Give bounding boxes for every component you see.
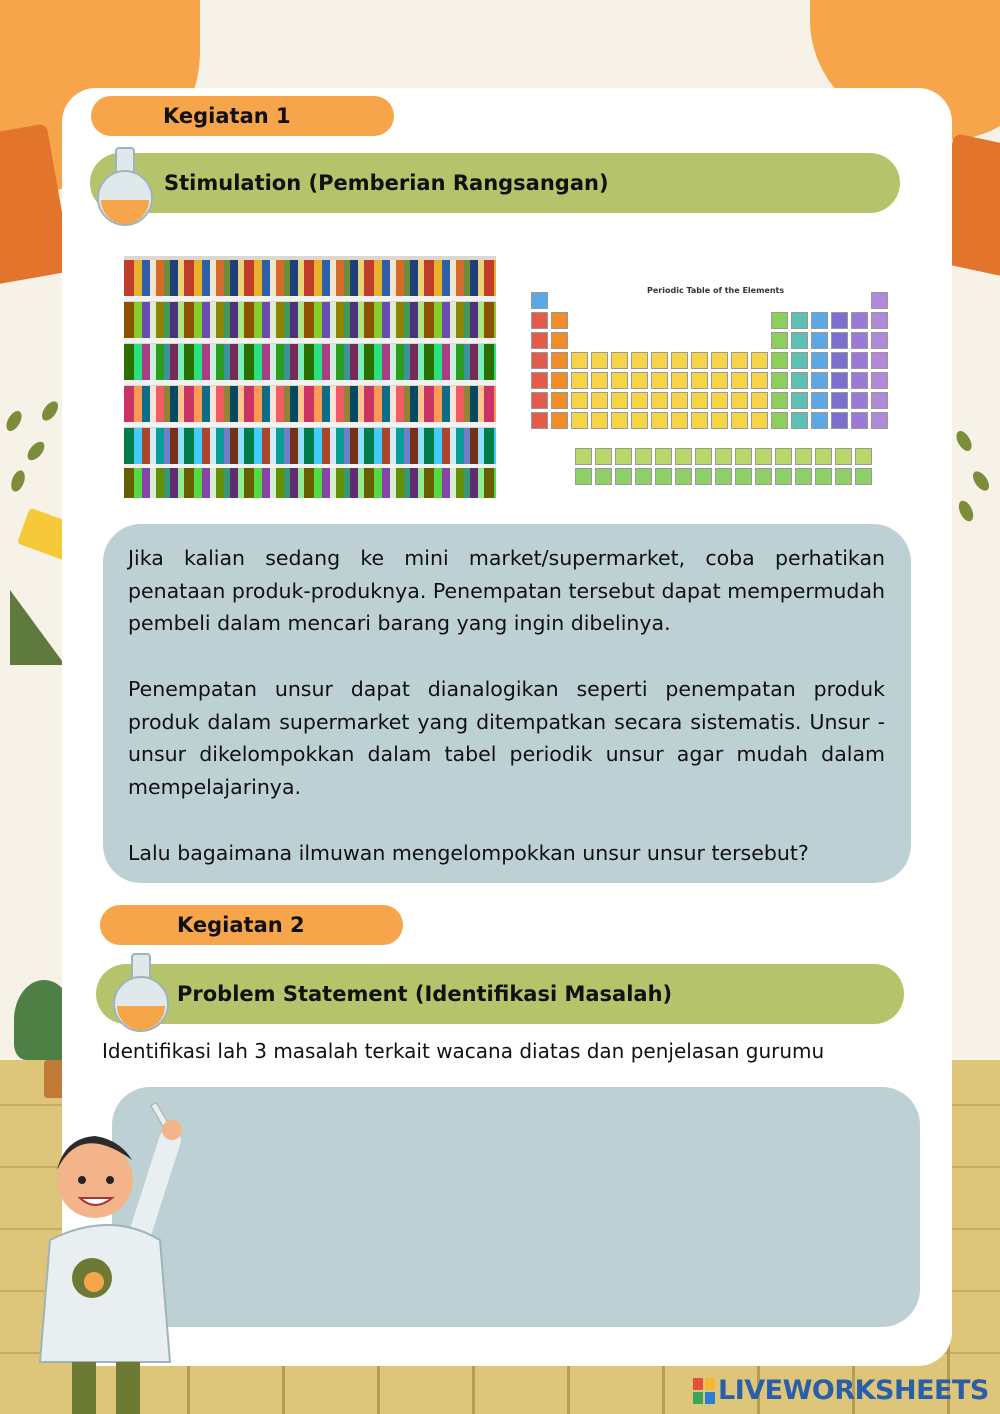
periodic-table-cell (771, 392, 788, 409)
periodic-table-cell (651, 372, 668, 389)
periodic-table-cell (735, 468, 752, 485)
periodic-table-cell (771, 372, 788, 389)
periodic-table-cell (531, 292, 548, 309)
leaf-decoration (24, 439, 47, 464)
periodic-table-cell (751, 352, 768, 369)
periodic-table-cell (531, 412, 548, 429)
periodic-table-cell (835, 468, 852, 485)
periodic-table-cell (771, 312, 788, 329)
periodic-table-cell (531, 392, 548, 409)
periodic-table-cell (711, 352, 728, 369)
periodic-table-cell (591, 372, 608, 389)
periodic-table-cell (815, 468, 832, 485)
periodic-table-cell (731, 352, 748, 369)
periodic-table-cell (711, 372, 728, 389)
periodic-table-cell (791, 372, 808, 389)
periodic-table-cell (791, 352, 808, 369)
periodic-table-cell (571, 372, 588, 389)
periodic-table-cell (711, 392, 728, 409)
periodic-table-cell (811, 392, 828, 409)
supermarket-shelves-image (124, 256, 496, 498)
periodic-table-cell (771, 412, 788, 429)
activity-2-phase-title: Problem Statement (Identifikasi Masalah) (177, 982, 673, 1006)
leaf-decoration (39, 399, 61, 424)
periodic-table-cell (851, 312, 868, 329)
periodic-table-cell (551, 352, 568, 369)
periodic-table-cell (675, 468, 692, 485)
periodic-table-cell (731, 412, 748, 429)
periodic-table-cell (571, 412, 588, 429)
periodic-table-title: Periodic Table of the Elements (647, 286, 785, 295)
periodic-table-cell (671, 372, 688, 389)
periodic-table-cell (611, 372, 628, 389)
periodic-table-cell (631, 392, 648, 409)
liveworksheets-logo (693, 1375, 989, 1406)
periodic-table-cell (831, 372, 848, 389)
periodic-table-cell (671, 392, 688, 409)
leaf-decoration (956, 498, 976, 523)
periodic-table-cell (851, 392, 868, 409)
activity-2-instruction: Identifikasi lah 3 masalah terkait wacana diatas dan penjelasan gurumu (102, 1039, 825, 1063)
periodic-table-cell (631, 412, 648, 429)
periodic-table-cell (791, 392, 808, 409)
periodic-table-cell (771, 352, 788, 369)
periodic-table-cell (591, 352, 608, 369)
periodic-table-cell (851, 372, 868, 389)
periodic-table-cell (871, 312, 888, 329)
activity-1-phase-title: Stimulation (Pemberian Rangsangan) (164, 171, 609, 195)
periodic-table-cell (871, 332, 888, 349)
periodic-table-cell (651, 412, 668, 429)
periodic-table-cell (551, 412, 568, 429)
periodic-table-cell (575, 468, 592, 485)
stimulus-paragraph-1: Jika kalian sedang ke mini market/supermarket, coba perhatikan penataan produk-produknya. Penempatan tersebut dapat mempermudah pembeli dalam mencari barang yang ingin dibelinya. (128, 546, 885, 635)
periodic-table-cell (531, 352, 548, 369)
periodic-table-cell (815, 448, 832, 465)
periodic-table-cell (695, 468, 712, 485)
periodic-table-cell (715, 448, 732, 465)
periodic-table-cell (731, 392, 748, 409)
periodic-table-cell (775, 468, 792, 485)
activity-2-phase-bar (96, 964, 904, 1024)
leaf-decoration (9, 469, 28, 494)
periodic-table-cell (811, 372, 828, 389)
periodic-table-cell (531, 332, 548, 349)
periodic-table-cell (651, 352, 668, 369)
periodic-table-cell (855, 448, 872, 465)
periodic-table-cell (671, 412, 688, 429)
periodic-table-cell (691, 372, 708, 389)
periodic-table-cell (595, 468, 612, 485)
periodic-table-cell (695, 448, 712, 465)
periodic-table-cell (655, 448, 672, 465)
periodic-table-cell (615, 448, 632, 465)
periodic-table-cell (631, 372, 648, 389)
periodic-table-cell (795, 448, 812, 465)
answer-text-area[interactable] (112, 1087, 920, 1327)
activity-1-label-text: Kegiatan 1 (163, 104, 291, 128)
periodic-table-cell (671, 352, 688, 369)
periodic-table-cell (811, 412, 828, 429)
periodic-table-cell (631, 352, 648, 369)
periodic-table-cell (811, 352, 828, 369)
periodic-table-cell (855, 468, 872, 485)
periodic-table-cell (775, 448, 792, 465)
periodic-table-cell (791, 412, 808, 429)
periodic-table-cell (851, 332, 868, 349)
periodic-table-cell (711, 412, 728, 429)
periodic-table-cell (531, 372, 548, 389)
periodic-table-cell (871, 352, 888, 369)
periodic-table-cell (591, 412, 608, 429)
periodic-table-cell (551, 372, 568, 389)
periodic-table-cell (635, 468, 652, 485)
periodic-table-cell (715, 468, 732, 485)
periodic-table-cell (791, 312, 808, 329)
periodic-table-cell (791, 332, 808, 349)
activity-1-phase-bar (90, 153, 900, 213)
periodic-table-cell (731, 372, 748, 389)
periodic-table-cell (591, 392, 608, 409)
periodic-table-cell (655, 468, 672, 485)
stimulus-paragraph-2: Penempatan unsur dapat dianalogikan seperti penempatan produk produk dalam supermarket yang ditempatkan secara sistematis. Unsur -unsur dikelompokkan dalam tabel periodik unsur agar mudah dalam mempelajarinya. (128, 677, 885, 799)
periodic-table-cell (831, 352, 848, 369)
periodic-table-cell (755, 468, 772, 485)
periodic-table-cell (735, 448, 752, 465)
periodic-table-cell (851, 412, 868, 429)
stimulus-question: Lalu bagaimana ilmuwan mengelompokkan unsur unsur tersebut? (128, 841, 809, 865)
periodic-table-cell (595, 448, 612, 465)
activity-2-label (100, 905, 403, 945)
periodic-table-cell (871, 372, 888, 389)
periodic-table-cell (675, 448, 692, 465)
periodic-table-cell (531, 312, 548, 329)
periodic-table-cell (831, 332, 848, 349)
periodic-table-cell (551, 312, 568, 329)
set-square-decoration (10, 590, 65, 665)
liveworksheets-logo-text: LIVEWORKSHEETS (718, 1375, 989, 1406)
periodic-table-cell (751, 412, 768, 429)
periodic-table-cell (615, 468, 632, 485)
periodic-table-cell (571, 352, 588, 369)
periodic-table-cell (831, 412, 848, 429)
periodic-table-image (527, 272, 893, 494)
periodic-table-cell (611, 412, 628, 429)
periodic-table-cell (651, 392, 668, 409)
periodic-table-cell (751, 392, 768, 409)
periodic-table-cell (611, 392, 628, 409)
leaf-decoration (970, 469, 992, 494)
periodic-table-cell (551, 392, 568, 409)
liveworksheets-logo-icon (693, 1378, 715, 1404)
scientist-illustration (20, 1100, 200, 1414)
flask-icon (94, 146, 156, 228)
periodic-table-cell (871, 412, 888, 429)
periodic-table-cell (635, 448, 652, 465)
flask-icon (110, 952, 172, 1034)
activity-1-label (91, 96, 394, 136)
periodic-table-cell (831, 392, 848, 409)
leaf-decoration (953, 428, 974, 453)
periodic-table-cell (871, 392, 888, 409)
periodic-table-cell (691, 412, 708, 429)
activity-2-label-text: Kegiatan 2 (177, 913, 305, 937)
periodic-table-cell (795, 468, 812, 485)
periodic-table-cell (771, 332, 788, 349)
periodic-table-cell (871, 292, 888, 309)
periodic-table-cell (851, 352, 868, 369)
periodic-table-cell (691, 392, 708, 409)
periodic-table-cell (691, 352, 708, 369)
leaf-decoration (3, 408, 24, 433)
periodic-table-cell (611, 352, 628, 369)
periodic-table-cell (755, 448, 772, 465)
periodic-table-cell (751, 372, 768, 389)
periodic-table-cell (571, 392, 588, 409)
periodic-table-cell (551, 332, 568, 349)
periodic-table-cell (835, 448, 852, 465)
periodic-table-cell (811, 332, 828, 349)
periodic-table-cell (575, 448, 592, 465)
periodic-table-cell (831, 312, 848, 329)
periodic-table-cell (811, 312, 828, 329)
